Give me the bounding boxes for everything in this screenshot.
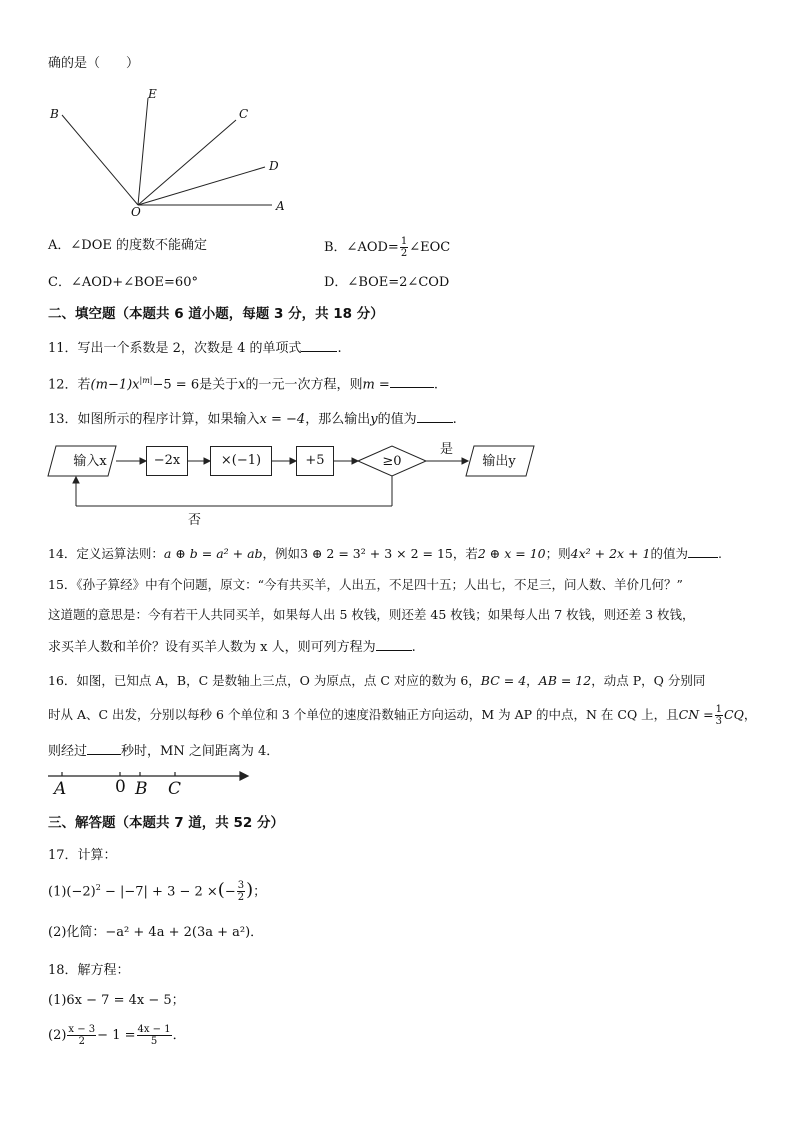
q17-part-2: (2)化简：−a² + 4a + 2(3a + a²)． bbox=[48, 925, 264, 940]
answer-blank bbox=[417, 410, 453, 423]
q12: 12．若$(m-1)x^{|m|}-5 = 6$是关于x的一元一次方程，则m = . bbox=[48, 376, 438, 393]
q16-line-2: 时从 A、C 出发，分别以每秒 6 个单位和 3 个单位的速度沿数轴正方向运动，M 为 AP 的中点，N 在 CQ 上，且CN = $\frac{1}{3}$ CQ， bbox=[48, 704, 757, 727]
q18-part-2: (2) $\frac{x - 3}{2}$ − 1 = $\frac{4x - 1}{5}$ ． bbox=[48, 1024, 186, 1047]
q17-part-1: $(1)(-2)^2 - |-7| + 3 - 2$ ×(− $\frac{3}{2}$ )； bbox=[48, 879, 267, 904]
flow-no-label: 否 bbox=[188, 513, 202, 528]
q18-part-1: (1)6x − 7 = 4x − 5； bbox=[48, 993, 185, 1008]
option-d: D．∠BOE=2∠COD bbox=[324, 275, 450, 290]
q15-line-2: 这道题的意思是：今有若干人共同买羊，如果每人出 5 枚钱，则还差 45 枚钱；如果每人出 7 枚钱，则还差 3 枚钱， bbox=[48, 607, 695, 622]
ray-OD bbox=[138, 167, 265, 205]
flow-input-label: 输入x bbox=[73, 454, 107, 469]
option-c: C．∠AOD+∠BOE=60° bbox=[48, 275, 198, 290]
q15-line-3: 求买羊人数和羊价？设有买羊人数为 x 人，则可列方程为 . bbox=[48, 640, 416, 655]
point-label-O: O bbox=[131, 205, 141, 219]
flow-step-3: +5 bbox=[296, 446, 334, 476]
point-label-A: A bbox=[276, 199, 285, 213]
point-label-E: E bbox=[148, 87, 157, 101]
program-flowchart bbox=[40, 436, 540, 526]
option-a: A．∠DOE 的度数不能确定 bbox=[48, 238, 207, 253]
q15-line-1: 15．《孙子算经》中有个问题，原文：“今有共买羊，人出五，不足四十五；人出七，不足三，问人数、羊价几何？” bbox=[48, 577, 683, 592]
axis-label-A: A bbox=[54, 779, 67, 799]
ray-OC bbox=[138, 120, 236, 205]
answer-blank bbox=[390, 375, 434, 388]
answer-blank bbox=[87, 742, 121, 755]
q16-line-3: 则经过 秒时，MN 之间距离为 4． bbox=[48, 744, 280, 759]
answer-blank bbox=[688, 545, 718, 558]
q13: 13．如图所示的程序计算，如果输入x = −4，那么输出y的值为 . bbox=[48, 412, 457, 427]
axis-label-C: C bbox=[168, 779, 182, 799]
point-label-C: C bbox=[239, 107, 249, 121]
answer-blank bbox=[376, 638, 412, 651]
option-b: B．∠AOD= $\frac{1}{2}$ ∠EOC bbox=[324, 236, 451, 259]
q10-stem-tail: 确的是（ ） bbox=[48, 56, 140, 71]
flow-decision-label: ≥0 bbox=[382, 454, 402, 469]
point-label-D: D bbox=[269, 159, 279, 173]
flow-step-2: ×(−1) bbox=[210, 446, 272, 476]
q18-title: 18．解方程： bbox=[48, 963, 130, 978]
ray-OE bbox=[138, 98, 148, 205]
flow-step-1: −2x bbox=[146, 446, 188, 476]
angle-figure bbox=[40, 80, 300, 220]
number-line bbox=[44, 766, 254, 786]
q17-title: 17．计算： bbox=[48, 848, 117, 863]
section-3-title: 三、解答题（本题共 7 道，共 52 分） bbox=[48, 815, 284, 831]
flow-output-label: 输出y bbox=[482, 454, 516, 469]
axis-label-B: B bbox=[135, 779, 148, 799]
ray-OB bbox=[62, 115, 138, 205]
q16-line-1: 16．如图，已知点 A，B，C 是数轴上三点，O 为原点，点 C 对应的数为 6，BC = 4，AB = 12，动点 P，Q 分别同 bbox=[48, 673, 706, 688]
answer-blank bbox=[301, 339, 337, 352]
flow-yes-label: 是 bbox=[440, 442, 454, 457]
q11: 11．写出一个系数是 2，次数是 4 的单项式 . bbox=[48, 341, 342, 356]
axis-label-zero: 0 bbox=[115, 777, 126, 797]
point-label-B: B bbox=[50, 107, 59, 121]
q14: 14．定义运算法则：a ⊕ b = a² + ab，例如3 ⊕ 2 = 3² + 3 × 2 = 15，若2 ⊕ x = 10；则4x² + 2x + 1的值为 . bbox=[48, 546, 722, 561]
section-2-title: 二、填空题（本题共 6 道小题，每题 3 分，共 18 分） bbox=[48, 306, 384, 322]
